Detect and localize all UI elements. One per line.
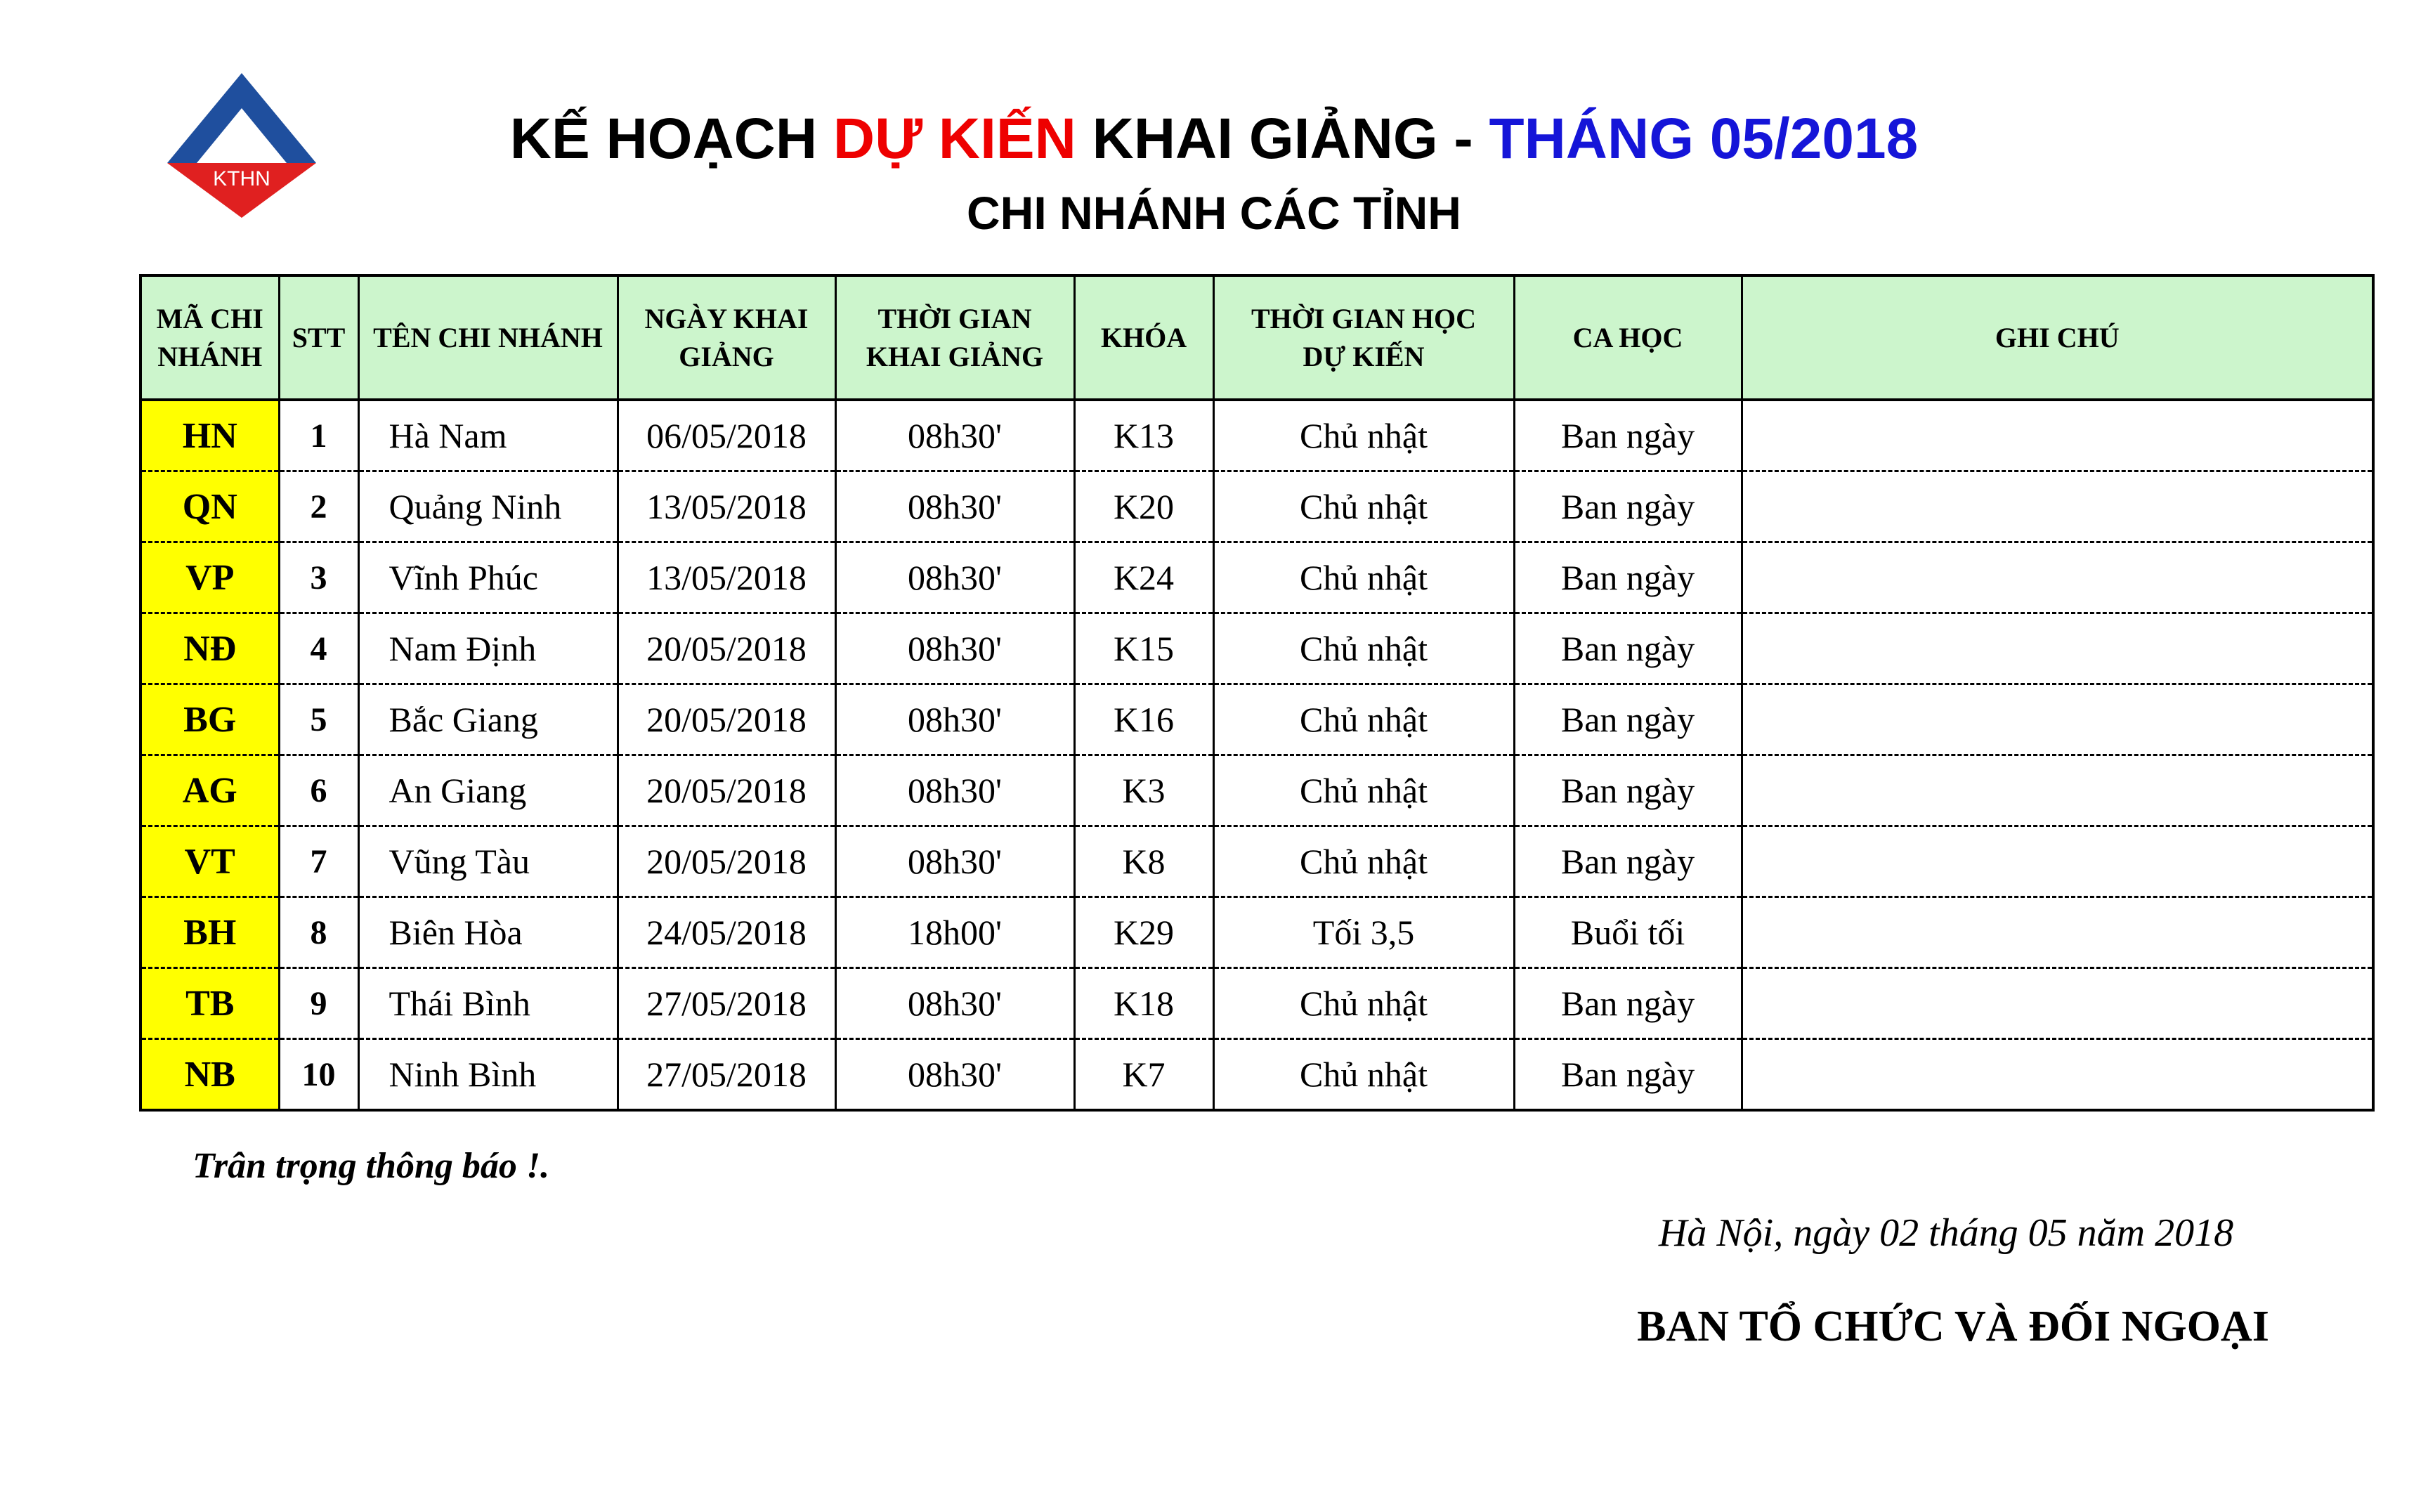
shift-cell: Ban ngày: [1514, 471, 1742, 542]
title-part-black-1: KẾ HOẠCH: [509, 107, 833, 171]
title-part-black-2: KHAI GIẢNG -: [1076, 107, 1489, 171]
header-study-schedule: THỜI GIAN HỌC DỰ KIẾN: [1213, 275, 1514, 400]
branch-code-cell: QN: [141, 471, 279, 542]
stt-cell: 10: [279, 1039, 358, 1111]
stt-cell: 9: [279, 968, 358, 1039]
branch-name-cell: Hà Nam: [358, 400, 618, 471]
table-row: [141, 542, 2373, 613]
branch-name-cell: Vĩnh Phúc: [358, 542, 618, 613]
opening-date-cell: 13/05/2018: [618, 542, 835, 613]
branch-code-cell: BH: [141, 897, 279, 968]
branch-code-cell: VT: [141, 826, 279, 897]
shift-cell: Ban ngày: [1514, 755, 1742, 826]
study-schedule-cell: Chủ nhật: [1213, 684, 1514, 755]
course-cell: K8: [1074, 826, 1213, 897]
shift-cell: Ban ngày: [1514, 542, 1742, 613]
table-row: [141, 613, 2373, 684]
shift-cell: Ban ngày: [1514, 1039, 1742, 1111]
opening-date-cell: 20/05/2018: [618, 684, 835, 755]
course-cell: K3: [1074, 755, 1213, 826]
note-cell: [1742, 826, 2373, 897]
shift-cell: Buổi tối: [1514, 897, 1742, 968]
logo-text: KTHN: [213, 167, 270, 190]
branch-code-cell: VP: [141, 542, 279, 613]
opening-time-cell: 08h30': [835, 542, 1074, 613]
study-schedule-cell: Chủ nhật: [1213, 1039, 1514, 1111]
study-schedule-cell: Chủ nhật: [1213, 968, 1514, 1039]
note-cell: [1742, 400, 2373, 471]
branch-name-cell: Nam Định: [358, 613, 618, 684]
header-course: KHÓA: [1074, 275, 1213, 400]
header-shift: CA HỌC: [1514, 275, 1742, 400]
opening-date-cell: 20/05/2018: [618, 613, 835, 684]
branch-name-cell: Quảng Ninh: [358, 471, 618, 542]
course-cell: K29: [1074, 897, 1213, 968]
study-schedule-cell: Chủ nhật: [1213, 542, 1514, 613]
title-part-blue: THÁNG 05/2018: [1489, 107, 1919, 171]
opening-date-cell: 06/05/2018: [618, 400, 835, 471]
note-cell: [1742, 897, 2373, 968]
course-cell: K20: [1074, 471, 1213, 542]
opening-time-cell: 08h30': [835, 400, 1074, 471]
branch-code-cell: BG: [141, 684, 279, 755]
table-row: [141, 968, 2373, 1039]
branch-name-cell: An Giang: [358, 755, 618, 826]
closing-text: Trân trọng thông báo !.: [192, 1146, 550, 1186]
course-cell: K16: [1074, 684, 1213, 755]
shift-cell: Ban ngày: [1514, 684, 1742, 755]
course-cell: K24: [1074, 542, 1213, 613]
page-title: [0, 104, 2428, 174]
note-cell: [1742, 471, 2373, 542]
shift-cell: Ban ngày: [1514, 613, 1742, 684]
stt-cell: 5: [279, 684, 358, 755]
study-schedule-cell: Tối 3,5: [1213, 897, 1514, 968]
shift-cell: Ban ngày: [1514, 826, 1742, 897]
opening-date-cell: 27/05/2018: [618, 968, 835, 1039]
note-cell: [1742, 755, 2373, 826]
stt-cell: 2: [279, 471, 358, 542]
opening-time-cell: 08h30': [835, 684, 1074, 755]
branch-name-cell: Bắc Giang: [358, 684, 618, 755]
study-schedule-cell: Chủ nhật: [1213, 471, 1514, 542]
opening-date-cell: 20/05/2018: [618, 826, 835, 897]
header-stt: STT: [279, 275, 358, 400]
note-cell: [1742, 1039, 2373, 1111]
stt-cell: 6: [279, 755, 358, 826]
study-schedule-cell: Chủ nhật: [1213, 400, 1514, 471]
shift-cell: Ban ngày: [1514, 968, 1742, 1039]
branch-code-cell: AG: [141, 755, 279, 826]
opening-time-cell: 08h30': [835, 1039, 1074, 1111]
table-row: [141, 471, 2373, 542]
opening-time-cell: 08h30': [835, 755, 1074, 826]
branch-code-cell: TB: [141, 968, 279, 1039]
course-cell: K18: [1074, 968, 1213, 1039]
opening-time-cell: 08h30': [835, 826, 1074, 897]
note-cell: [1742, 542, 2373, 613]
table-header-row: [141, 275, 2373, 400]
table-row: [141, 826, 2373, 897]
opening-date-cell: 20/05/2018: [618, 755, 835, 826]
header-branch-code: MÃ CHI NHÁNH: [141, 275, 279, 400]
opening-time-cell: 08h30': [835, 968, 1074, 1039]
table-row: [141, 400, 2373, 471]
shift-cell: Ban ngày: [1514, 400, 1742, 471]
opening-time-cell: 08h30': [835, 471, 1074, 542]
course-cell: K15: [1074, 613, 1213, 684]
signer: BAN TỔ CHỨC VÀ ĐỐI NGOẠI: [1637, 1303, 2269, 1350]
branch-code-cell: NĐ: [141, 613, 279, 684]
study-schedule-cell: Chủ nhật: [1213, 613, 1514, 684]
schedule-table: [139, 274, 2375, 1112]
stt-cell: 7: [279, 826, 358, 897]
course-cell: K13: [1074, 400, 1213, 471]
header-note: GHI CHÚ: [1742, 275, 2373, 400]
branch-code-cell: HN: [141, 400, 279, 471]
header-opening-time: THỜI GIAN KHAI GIẢNG: [835, 275, 1074, 400]
note-cell: [1742, 684, 2373, 755]
opening-time-cell: 18h00': [835, 897, 1074, 968]
course-cell: K7: [1074, 1039, 1213, 1111]
stt-cell: 3: [279, 542, 358, 613]
branch-name-cell: Thái Bình: [358, 968, 618, 1039]
study-schedule-cell: Chủ nhật: [1213, 826, 1514, 897]
table-row: [141, 755, 2373, 826]
stt-cell: 8: [279, 897, 358, 968]
opening-date-cell: 27/05/2018: [618, 1039, 835, 1111]
table-row: [141, 1039, 2373, 1111]
branch-code-cell: NB: [141, 1039, 279, 1111]
opening-date-cell: 13/05/2018: [618, 471, 835, 542]
study-schedule-cell: Chủ nhật: [1213, 755, 1514, 826]
stt-cell: 1: [279, 400, 358, 471]
branch-name-cell: Ninh Bình: [358, 1039, 618, 1111]
opening-date-cell: 24/05/2018: [618, 897, 835, 968]
note-cell: [1742, 613, 2373, 684]
opening-time-cell: 08h30': [835, 613, 1074, 684]
branch-name-cell: Vũng Tàu: [358, 826, 618, 897]
note-cell: [1742, 968, 2373, 1039]
page-subtitle: CHI NHÁNH CÁC TỈNH: [967, 187, 1461, 239]
table-row: [141, 897, 2373, 968]
branch-name-cell: Biên Hòa: [358, 897, 618, 968]
date-line: Hà Nội, ngày 02 tháng 05 năm 2018: [1658, 1211, 2234, 1255]
header-opening-date: NGÀY KHAI GIẢNG: [618, 275, 835, 400]
stt-cell: 4: [279, 613, 358, 684]
title-part-red: DỰ KIẾN: [833, 107, 1076, 171]
table-row: [141, 684, 2373, 755]
header-branch-name: TÊN CHI NHÁNH: [358, 275, 618, 400]
